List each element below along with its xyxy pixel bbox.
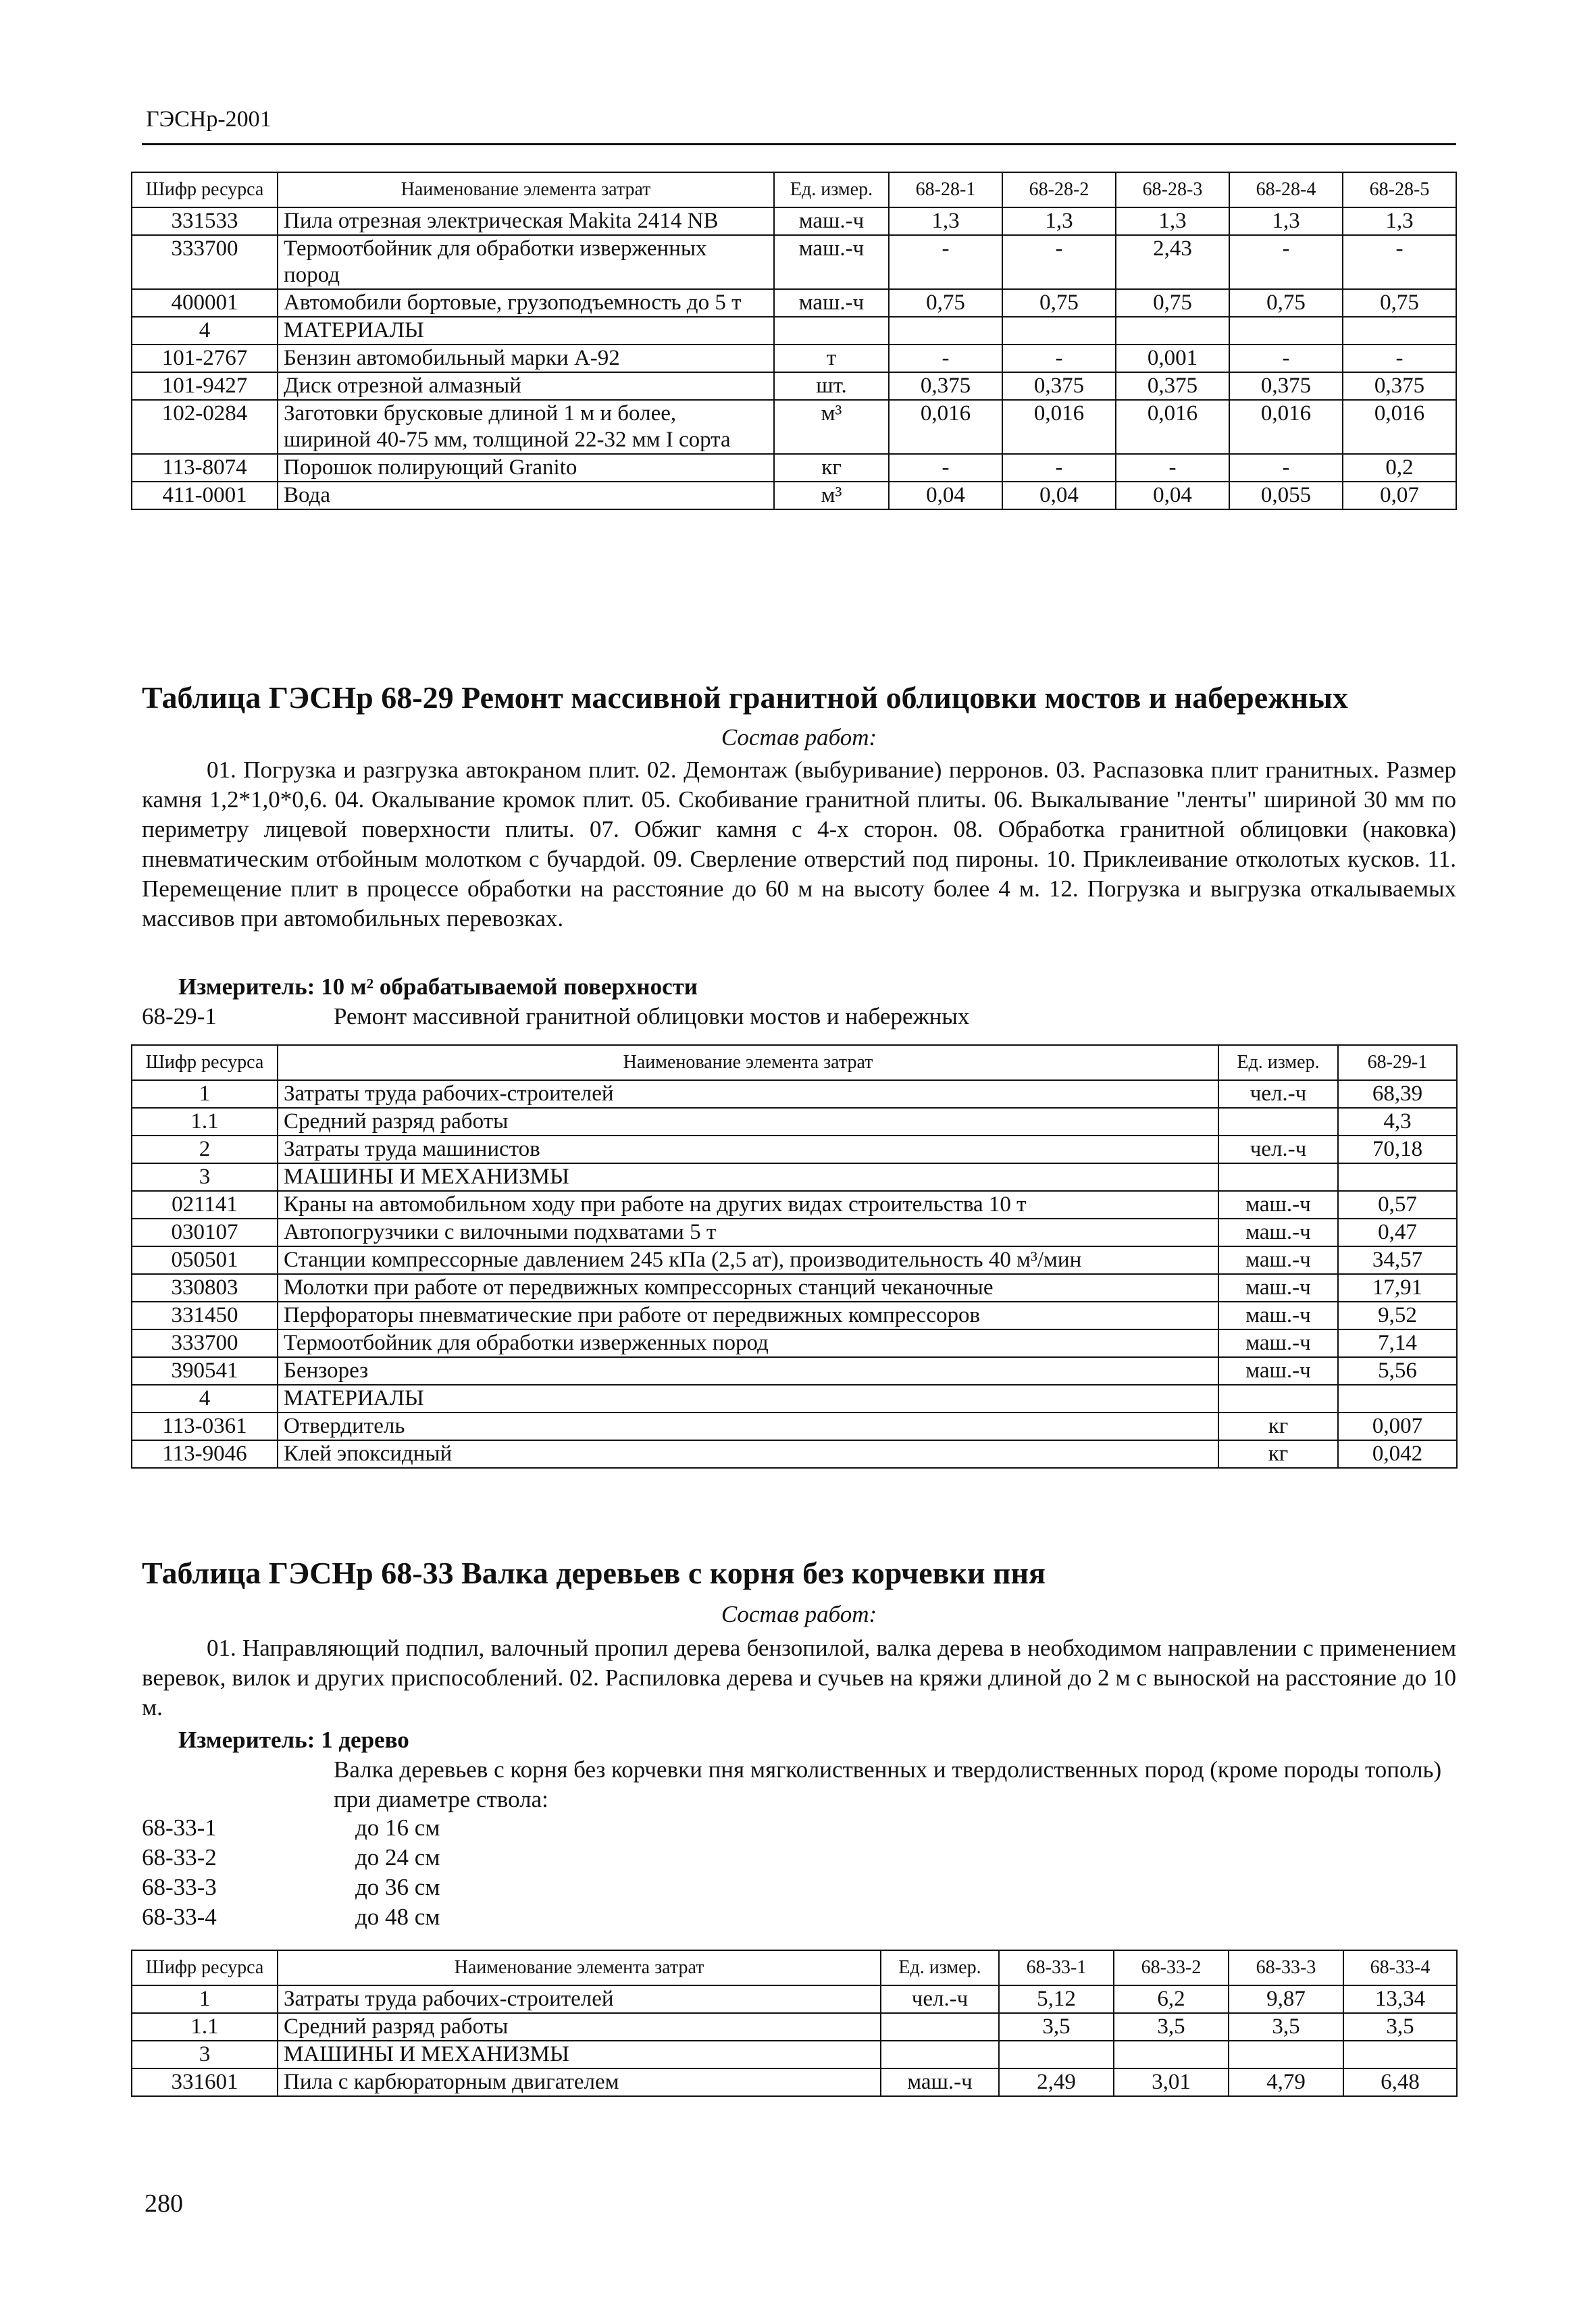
resource-code: 3 xyxy=(132,1163,278,1191)
norm-value: 5,12 xyxy=(999,1985,1114,2013)
table-row xyxy=(132,2013,1457,2041)
resource-code: 1 xyxy=(132,1985,278,2013)
column-header: Ед. измер. xyxy=(1218,1045,1338,1080)
resource-code: 4 xyxy=(132,317,278,345)
resource-code: 101-9427 xyxy=(132,372,278,400)
norm-value: 4,79 xyxy=(1229,2068,1343,2096)
table-row xyxy=(132,372,1456,400)
norm-value: 2,49 xyxy=(999,2068,1114,2096)
resource-code: 102-0284 xyxy=(132,400,278,454)
norm-value: 1,3 xyxy=(1002,207,1116,235)
cost-item-name: Термоотбойник для обработки изверженных пород xyxy=(278,1329,1218,1357)
resource-code: 050501 xyxy=(132,1246,278,1274)
norm-value: 3,5 xyxy=(1343,2013,1457,2041)
resource-code: 2 xyxy=(132,1136,278,1163)
unit: маш.-ч xyxy=(1218,1191,1338,1219)
measure-68-29: Измеритель: 10 м² обрабатываемой поверхности xyxy=(178,973,698,1000)
resource-code: 1.1 xyxy=(132,2013,278,2041)
norm-value: 3,5 xyxy=(999,2013,1114,2041)
norm-value: 1,3 xyxy=(889,207,1002,235)
column-header: Ед. измер. xyxy=(881,1950,999,1985)
column-header: 68-28-4 xyxy=(1229,172,1343,207)
norm-value: 0,04 xyxy=(1002,482,1116,509)
table-68-33 xyxy=(131,1950,1458,2097)
table-row xyxy=(132,2068,1457,2096)
norm-value: 6,48 xyxy=(1343,2068,1457,2096)
table-row xyxy=(132,1413,1457,1440)
norm-value: 68,39 xyxy=(1338,1080,1457,1108)
table-row xyxy=(132,1219,1457,1246)
table-row xyxy=(132,1136,1457,1163)
column-header: Ед. измер. xyxy=(774,172,889,207)
norm-value: - xyxy=(1229,454,1343,482)
column-header: 68-33-1 xyxy=(999,1950,1114,1985)
cost-item-name: МАШИНЫ И МЕХАНИЗМЫ xyxy=(278,1163,1218,1191)
resource-code: 400001 xyxy=(132,289,278,317)
unit: маш.-ч xyxy=(1218,1274,1338,1302)
resource-code: 390541 xyxy=(132,1357,278,1385)
resource-code: 113-8074 xyxy=(132,454,278,482)
unit xyxy=(1218,1385,1338,1413)
item-code: 68-33-2 xyxy=(142,1844,217,1871)
item-name: до 24 см xyxy=(355,1844,440,1871)
norm-value: 0,75 xyxy=(1116,289,1229,317)
cost-item-name: Пила отрезная электрическая Makita 2414 NB xyxy=(278,207,774,235)
resource-code: 1.1 xyxy=(132,1108,278,1136)
norm-value: 0,001 xyxy=(1116,345,1229,372)
norm-value: 1,3 xyxy=(1116,207,1229,235)
table-row xyxy=(132,482,1456,509)
table-row xyxy=(132,235,1456,289)
norm-value: 9,87 xyxy=(1229,1985,1343,2013)
table-header-row xyxy=(132,1045,1457,1080)
unit: кг xyxy=(1218,1440,1338,1468)
work-description-68-29: 01. Погрузка и разгрузка автокраном плит. 02. Демонтаж (выбуривание) перронов. 03. Распазовка плит гранитных. Размер камня 1,2*1,0*0,6. 04. Окалывание кромок плит. 05. Скобивание гранитной плиты. 06. Выкалывание "ленты" шириной 30 мм по периметру лицевой поверхности плиты. 07. Обжиг камня с 4-х сторон. 08. Обработка гранитной облицовки (наковка) пневматическим отбойным молотком с бучардой. 09. Сверление отверстий под пироны. 10. Приклеивание отколотых кусков. 11. Перемещение плит в процессе обработки на расстояние до 60 м на высоту более 4 м. 12. Погрузка и выгрузка откалываемых массивов при автомобильных перевозках. xyxy=(142,757,1456,932)
norm-value: 0,04 xyxy=(1116,482,1229,509)
table-row xyxy=(132,289,1456,317)
item-code: 68-33-1 xyxy=(142,1814,217,1841)
unit: маш.-ч xyxy=(1218,1302,1338,1329)
norm-value: - xyxy=(1229,235,1343,289)
resource-code: 113-0361 xyxy=(132,1413,278,1440)
cost-item-name: Затраты труда рабочих-строителей xyxy=(278,1985,881,2013)
norm-value: 0,47 xyxy=(1338,1219,1457,1246)
column-header: 68-33-2 xyxy=(1114,1950,1229,1985)
norm-value xyxy=(1338,1163,1457,1191)
norm-value: 0,016 xyxy=(1343,400,1456,454)
table-row xyxy=(132,1108,1457,1136)
cost-item-name: Средний разряд работы xyxy=(278,1108,1218,1136)
column-header: 68-33-3 xyxy=(1229,1950,1343,1985)
norm-value: - xyxy=(1002,345,1116,372)
norm-value: 0,2 xyxy=(1343,454,1456,482)
norm-value: 1,3 xyxy=(1343,207,1456,235)
norm-value: 3,5 xyxy=(1229,2013,1343,2041)
norm-value xyxy=(999,2041,1114,2068)
resource-code: 113-9046 xyxy=(132,1440,278,1468)
cost-item-name: Затраты труда машинистов xyxy=(278,1136,1218,1163)
norm-value xyxy=(1343,2041,1457,2068)
cost-item-name: МАШИНЫ И МЕХАНИЗМЫ xyxy=(278,2041,881,2068)
table-body xyxy=(132,1080,1457,1468)
item-code-68-29-1: 68-29-1 xyxy=(142,1003,217,1030)
unit: шт. xyxy=(774,372,889,400)
table-68-28 xyxy=(131,172,1457,510)
norm-value: 0,375 xyxy=(1116,372,1229,400)
norm-value: 0,016 xyxy=(889,400,1002,454)
sostav-label-68-29: Состав работ: xyxy=(721,724,877,751)
section-row xyxy=(132,1163,1457,1191)
norm-value xyxy=(1116,317,1229,345)
cost-item-name: Перфораторы пневматические при работе от передвижных компрессоров xyxy=(278,1302,1218,1329)
norm-value xyxy=(1338,1385,1457,1413)
cost-item-name: Бензин автомобильный марки А-92 xyxy=(278,345,774,372)
unit: маш.-ч xyxy=(1218,1329,1338,1357)
norm-value: 0,75 xyxy=(889,289,1002,317)
cost-item-name: Порошок полирующий Granito xyxy=(278,454,774,482)
norm-value: 0,75 xyxy=(1229,289,1343,317)
norm-value: 0,055 xyxy=(1229,482,1343,509)
table-title-68-33: Таблица ГЭСНр 68-33 Валка деревьев с корня без корчевки пня xyxy=(142,1556,1046,1590)
table-row xyxy=(132,1302,1457,1329)
unit xyxy=(881,2013,999,2041)
norm-value: 0,016 xyxy=(1116,400,1229,454)
table-body xyxy=(132,1985,1457,2096)
cost-item-name: Заготовки брусковые длиной 1 м и более, шириной 40-75 мм, толщиной 22-32 мм I сорта xyxy=(278,400,774,454)
column-header: Шифр ресурса xyxy=(132,1045,278,1080)
column-header: Шифр ресурса xyxy=(132,172,278,207)
resource-code: 4 xyxy=(132,1385,278,1413)
cost-item-name: Клей эпоксидный xyxy=(278,1440,1218,1468)
unit: м³ xyxy=(774,400,889,454)
cost-item-name: Автопогрузчики с вилочными подхватами 5 т xyxy=(278,1219,1218,1246)
resource-code: 333700 xyxy=(132,1329,278,1357)
norm-value: 5,56 xyxy=(1338,1357,1457,1385)
unit: м³ xyxy=(774,482,889,509)
unit: кг xyxy=(774,454,889,482)
cost-item-name: Затраты труда рабочих-строителей xyxy=(278,1080,1218,1108)
item-name: до 48 см xyxy=(355,1904,440,1930)
work-description-68-33: 01. Направляющий подпил, валочный пропил дерева бензопилой, валка дерева в необходимом направлении с применением веревок, вилок и других приспособлений. 02. Распиловка дерева и сучьев на кряжи длиной до 2 м с выноской на расстояние до 10 м. xyxy=(142,1635,1456,1721)
unit: маш.-ч xyxy=(1218,1357,1338,1385)
column-header: Наименование элемента затрат xyxy=(278,1045,1218,1080)
resource-code: 030107 xyxy=(132,1219,278,1246)
item-name-68-29-1: Ремонт массивной гранитной облицовки мостов и набережных xyxy=(334,1003,970,1030)
norm-value: 17,91 xyxy=(1338,1274,1457,1302)
cost-item-name: Молотки при работе от передвижных компрессорных станций чеканочные xyxy=(278,1274,1218,1302)
resource-code: 331450 xyxy=(132,1302,278,1329)
column-header: 68-29-1 xyxy=(1338,1045,1457,1080)
norm-value: 0,04 xyxy=(889,482,1002,509)
norm-value xyxy=(1229,317,1343,345)
unit: маш.-ч xyxy=(774,207,889,235)
cost-item-name: Диск отрезной алмазный xyxy=(278,372,774,400)
norm-value: 0,375 xyxy=(1229,372,1343,400)
table-row xyxy=(132,207,1456,235)
resource-code: 333700 xyxy=(132,235,278,289)
table-header-row xyxy=(132,172,1456,207)
column-header: 68-28-5 xyxy=(1343,172,1456,207)
norm-value: - xyxy=(1002,454,1116,482)
column-header: 68-33-4 xyxy=(1343,1950,1457,1985)
item-code: 68-33-3 xyxy=(142,1874,217,1900)
header-rule xyxy=(142,143,1456,145)
norm-value: - xyxy=(889,235,1002,289)
cost-item-name: Станции компрессорные давлением 245 кПа (2,5 ат), производительность 40 м³/мин xyxy=(278,1246,1218,1274)
unit: маш.-ч xyxy=(881,2068,999,2096)
cost-item-name: Вода xyxy=(278,482,774,509)
norm-value: 0,007 xyxy=(1338,1413,1457,1440)
table-68-29 xyxy=(131,1044,1458,1469)
norm-value: 2,43 xyxy=(1116,235,1229,289)
norm-value: - xyxy=(1002,235,1116,289)
running-header: ГЭСНр-2001 xyxy=(146,107,272,132)
table-row xyxy=(132,454,1456,482)
cost-item-name: Отвердитель xyxy=(278,1413,1218,1440)
unit xyxy=(881,2041,999,2068)
column-header: 68-28-3 xyxy=(1116,172,1229,207)
unit: т xyxy=(774,345,889,372)
cost-item-name: Автомобили бортовые, грузоподъемность до 5 т xyxy=(278,289,774,317)
sostav-label-68-33: Состав работ: xyxy=(721,1601,877,1627)
column-header: Шифр ресурса xyxy=(132,1950,278,1985)
norm-value: 6,2 xyxy=(1114,1985,1229,2013)
unit: чел.-ч xyxy=(1218,1136,1338,1163)
resource-code: 101-2767 xyxy=(132,345,278,372)
norm-value: 0,375 xyxy=(889,372,1002,400)
unit xyxy=(1218,1163,1338,1191)
norm-value xyxy=(1229,2041,1343,2068)
cost-item-name: МАТЕРИАЛЫ xyxy=(278,1385,1218,1413)
resource-code: 331533 xyxy=(132,207,278,235)
section-row xyxy=(132,1385,1457,1413)
unit: маш.-ч xyxy=(774,235,889,289)
cost-item-name: Бензорез xyxy=(278,1357,1218,1385)
table-row xyxy=(132,1985,1457,2013)
norm-value xyxy=(1114,2041,1229,2068)
norm-value: 70,18 xyxy=(1338,1136,1457,1163)
column-header: Наименование элемента затрат xyxy=(278,1950,881,1985)
norm-value: 0,016 xyxy=(1002,400,1116,454)
cost-item-name: Краны на автомобильном ходу при работе на других видах строительства 10 т xyxy=(278,1191,1218,1219)
resource-code: 411-0001 xyxy=(132,482,278,509)
norm-value: 34,57 xyxy=(1338,1246,1457,1274)
section-row xyxy=(132,2041,1457,2068)
norm-value: 7,14 xyxy=(1338,1329,1457,1357)
measure-68-33: Измеритель: 1 дерево xyxy=(178,1727,409,1753)
norm-value: 3,01 xyxy=(1114,2068,1229,2096)
unit: маш.-ч xyxy=(774,289,889,317)
table-title-68-29: Таблица ГЭСНр 68-29 Ремонт массивной гранитной облицовки мостов и набережных xyxy=(142,680,1348,715)
cost-item-name: Пила с карбюраторным двигателем xyxy=(278,2068,881,2096)
unit: чел.-ч xyxy=(881,1985,999,2013)
item-name: до 16 см xyxy=(355,1814,440,1841)
norm-value: 4,3 xyxy=(1338,1108,1457,1136)
norm-value: 0,016 xyxy=(1229,400,1343,454)
norm-value: 0,75 xyxy=(1002,289,1116,317)
norm-value: 1,3 xyxy=(1229,207,1343,235)
norm-value: 0,375 xyxy=(1002,372,1116,400)
unit xyxy=(1218,1108,1338,1136)
table-row xyxy=(132,1080,1457,1108)
table-row xyxy=(132,400,1456,454)
norm-value: 0,042 xyxy=(1338,1440,1457,1468)
cost-item-name: Средний разряд работы xyxy=(278,2013,881,2041)
unit: маш.-ч xyxy=(1218,1246,1338,1274)
table-row xyxy=(132,345,1456,372)
table-row xyxy=(132,1357,1457,1385)
norm-value: 0,375 xyxy=(1343,372,1456,400)
resource-code: 330803 xyxy=(132,1274,278,1302)
unit xyxy=(774,317,889,345)
page-number: 280 xyxy=(145,2189,183,2218)
norm-value: 9,52 xyxy=(1338,1302,1457,1329)
unit: кг xyxy=(1218,1413,1338,1440)
norm-value: - xyxy=(1343,345,1456,372)
norm-value xyxy=(1002,317,1116,345)
resource-code: 1 xyxy=(132,1080,278,1108)
norm-value: - xyxy=(1343,235,1456,289)
item-intro-68-33: Валка деревьев с корня без корчевки пня мягколиственных и твердолиственных пород (кроме породы тополь) при диаметре ствола: xyxy=(334,1756,1442,1812)
norm-value xyxy=(1343,317,1456,345)
resource-code: 021141 xyxy=(132,1191,278,1219)
column-header: 68-28-1 xyxy=(889,172,1002,207)
norm-value: - xyxy=(889,454,1002,482)
norm-value: 0,07 xyxy=(1343,482,1456,509)
cost-item-name: МАТЕРИАЛЫ xyxy=(278,317,774,345)
norm-value: 0,57 xyxy=(1338,1191,1457,1219)
unit: маш.-ч xyxy=(1218,1219,1338,1246)
norm-value: - xyxy=(1116,454,1229,482)
norm-value: 13,34 xyxy=(1343,1985,1457,2013)
table-row xyxy=(132,1274,1457,1302)
resource-code: 3 xyxy=(132,2041,278,2068)
table-row xyxy=(132,1191,1457,1219)
norm-value: - xyxy=(889,345,1002,372)
norm-value: 3,5 xyxy=(1114,2013,1229,2041)
cost-item-name: Термоотбойник для обработки изверженных пород xyxy=(278,235,774,289)
table-row xyxy=(132,1246,1457,1274)
table-body xyxy=(132,207,1456,509)
table-row xyxy=(132,1440,1457,1468)
table-row xyxy=(132,1329,1457,1357)
column-header: 68-28-2 xyxy=(1002,172,1116,207)
item-name: до 36 см xyxy=(355,1874,440,1900)
item-code: 68-33-4 xyxy=(142,1904,217,1930)
norm-value: - xyxy=(1229,345,1343,372)
resource-code: 331601 xyxy=(132,2068,278,2096)
column-header: Наименование элемента затрат xyxy=(278,172,774,207)
section-row xyxy=(132,317,1456,345)
norm-value: 0,75 xyxy=(1343,289,1456,317)
norm-value xyxy=(889,317,1002,345)
table-header-row xyxy=(132,1950,1457,1985)
unit: чел.-ч xyxy=(1218,1080,1338,1108)
